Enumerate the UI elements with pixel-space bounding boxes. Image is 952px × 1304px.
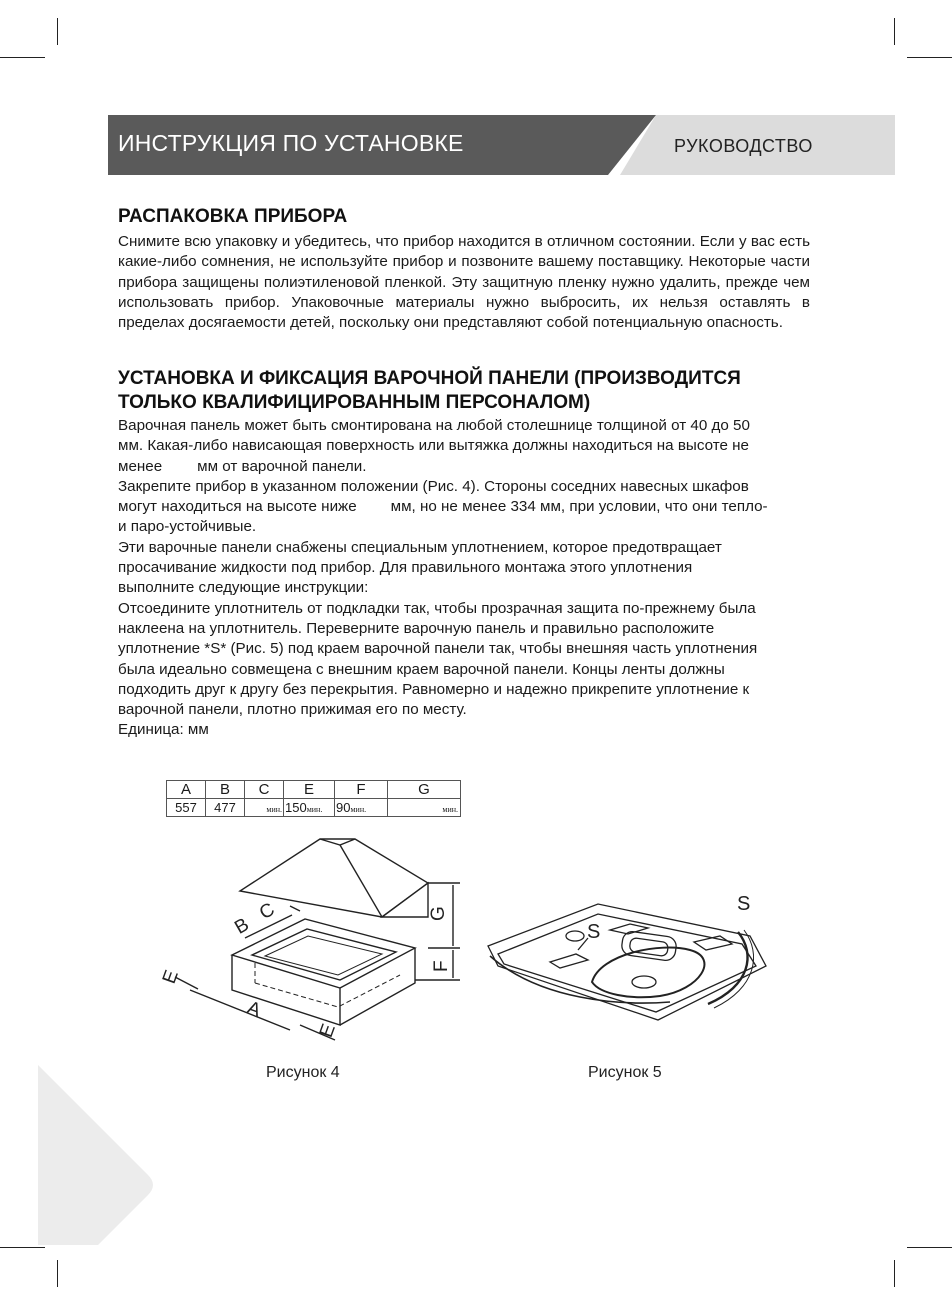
dim-label-f: F bbox=[431, 960, 452, 972]
paragraph-line bbox=[118, 497, 810, 517]
table-cell bbox=[245, 799, 284, 817]
section-label: РУКОВОДСТВО bbox=[674, 136, 813, 156]
table-header-cell: A bbox=[167, 781, 206, 799]
paragraph-line: Отсоедините уплотнитель от подкладки так, чтобы прозрачная защита по-прежнему была bbox=[118, 599, 756, 617]
min-suffix: мин. bbox=[442, 805, 458, 814]
dim-label-c: C bbox=[255, 898, 279, 925]
text-fragment: мм, но не менее 334 мм, при условии, что они тепло- bbox=[390, 498, 768, 516]
table-cell: 557 bbox=[167, 799, 206, 817]
table-cell bbox=[335, 799, 388, 817]
table-header-cell: F bbox=[335, 781, 388, 799]
paragraph-line: уплотнение *S* (Рис. 5) под краем варочной панели так, чтобы внешняя часть уплотнения bbox=[118, 640, 758, 658]
seal-label-s: S bbox=[587, 921, 601, 943]
crop-mark bbox=[57, 1260, 58, 1287]
paragraph-line: просачивание жидкости под прибор. Для правильного монтажа этого уплотнения bbox=[118, 559, 693, 577]
paragraph-line: мм. Какая-либо нависающая поверхность или вытяжка должны находиться на высоте не bbox=[118, 437, 749, 455]
paragraph-line: и паро-устойчивые. bbox=[118, 518, 257, 536]
table-header-cell: G bbox=[388, 781, 461, 799]
paragraph-line: Эти варочные панели снабжены специальным уплотнением, которое предотвращает bbox=[118, 538, 722, 556]
crop-mark bbox=[907, 57, 952, 58]
paragraph-line bbox=[118, 457, 810, 477]
corner-decoration bbox=[38, 1065, 158, 1245]
figure-5-diagram bbox=[480, 890, 780, 1030]
paragraph-line: подходить друг к другу без перекрытия. Равномерно и надежно прикрепите уплотнение к bbox=[118, 680, 750, 698]
crop-mark bbox=[0, 1247, 45, 1248]
crop-mark bbox=[0, 57, 45, 58]
page-title: ИНСТРУКЦИЯ ПО УСТАНОВКЕ bbox=[118, 130, 464, 156]
figure-4-caption: Рисунок 4 bbox=[266, 1064, 340, 1081]
paragraph-line: выполните следующие инструкции: bbox=[118, 579, 369, 597]
text-fragment: могут находиться на высоте ниже bbox=[118, 498, 357, 516]
table-cell bbox=[388, 799, 461, 817]
table-header-row bbox=[167, 781, 461, 799]
section-body: Снимите всю упаковку и убедитесь, что прибор находится в отличном состоянии. Если у вас есть какие-либо сомнения, не используйте прибор и позвоните вашему поставщику. Некоторые части прибора защищены полиэтиленовой пленкой. Эту защитную пленку нужно удалить, прежде чем использовать прибор. Упаковочные материалы нужно выбросить, их нельзя оставлять в пределах досягаемости детей, поскольку они представляют собой потенциальную опасность. bbox=[118, 233, 810, 332]
crop-mark bbox=[894, 1260, 895, 1287]
table-header-cell: E bbox=[284, 781, 335, 799]
table-cell bbox=[284, 799, 335, 817]
figure-5-caption: Рисунок 5 bbox=[588, 1064, 662, 1081]
min-suffix: мин. bbox=[306, 805, 323, 814]
value: 90 bbox=[336, 800, 351, 815]
section-heading-line: ТОЛЬКО КВАЛИФИЦИРОВАННЫМ ПЕРСОНАЛОМ) bbox=[118, 392, 591, 413]
unit-note: Единица: мм bbox=[118, 721, 209, 739]
dimension-table bbox=[166, 780, 461, 817]
figure-4-diagram bbox=[150, 835, 480, 1045]
section-unpacking bbox=[118, 205, 810, 333]
paragraph-line: Варочная панель может быть смонтирована на любой столешнице толщиной от 40 до 50 bbox=[118, 417, 750, 434]
table-header-cell: C bbox=[245, 781, 284, 799]
paragraph-line: Закрепите прибор в указанном положении (Рис. 4). Стороны соседних навесных шкафов bbox=[118, 477, 749, 495]
paragraph-line: наклеена на уплотнитель. Переверните варочную панель и правильно расположите bbox=[118, 619, 715, 637]
dim-label-e: E bbox=[158, 967, 183, 987]
crop-mark bbox=[57, 18, 58, 45]
section-heading: РАСПАКОВКА ПРИБОРА bbox=[118, 206, 348, 227]
crop-mark bbox=[894, 18, 895, 45]
paragraph-line: варочной панели, плотно прижимая его по месту. bbox=[118, 701, 467, 719]
min-suffix: мин. bbox=[350, 805, 367, 814]
section-installation bbox=[118, 367, 810, 741]
min-suffix: мин. bbox=[266, 805, 282, 814]
seal-label-s: S bbox=[737, 893, 751, 915]
dim-label-e: E bbox=[315, 1021, 340, 1041]
paragraph-line: была идеально совмещена с внешним краем варочной панели. Концы ленты должны bbox=[118, 660, 725, 678]
dim-label-a: A bbox=[244, 997, 264, 1022]
crop-mark bbox=[907, 1247, 952, 1248]
text-fragment: мм от варочной панели. bbox=[197, 457, 367, 475]
section-heading-line: УСТАНОВКА И ФИКСАЦИЯ ВАРОЧНОЙ ПАНЕЛИ (ПРОИЗВОДИТСЯ bbox=[118, 368, 741, 389]
dim-label-b: B bbox=[231, 914, 253, 939]
dim-label-g: G bbox=[428, 906, 449, 921]
text-fragment: менее bbox=[118, 457, 163, 475]
table-header-cell: B bbox=[206, 781, 245, 799]
value: 150 bbox=[285, 800, 307, 815]
table-row bbox=[167, 799, 461, 817]
table-cell: 477 bbox=[206, 799, 245, 817]
